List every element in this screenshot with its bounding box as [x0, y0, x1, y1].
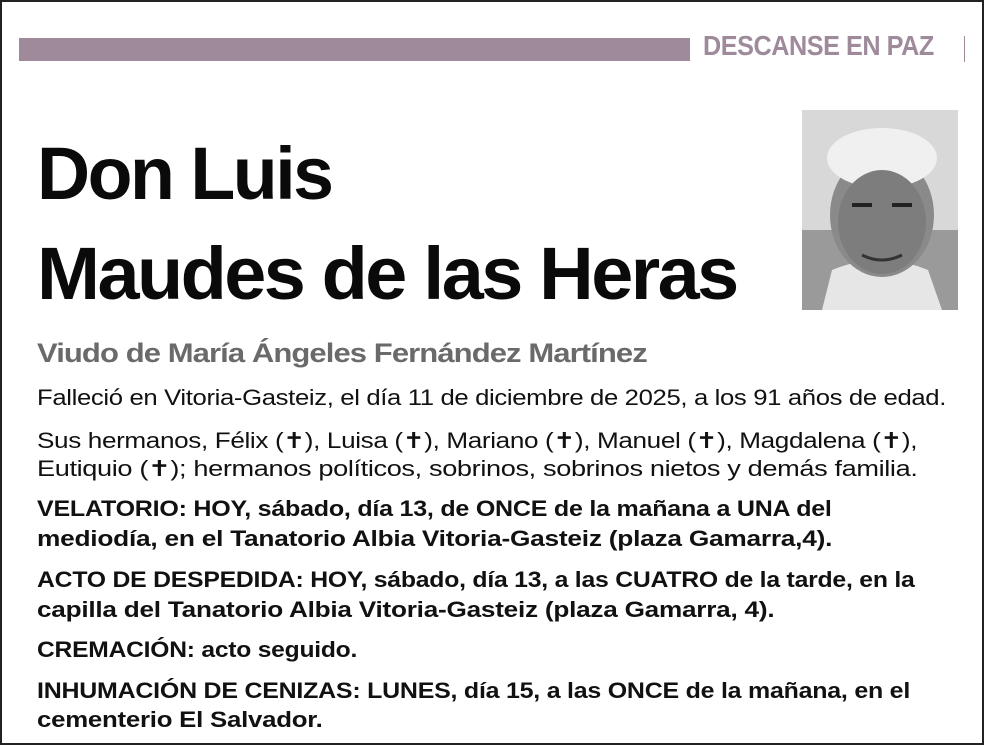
burial-line-2: cementerio El Salvador.	[37, 707, 323, 732]
wake-line-1: VELATORIO: HOY, sábado, día 13, de ONCE de la mañana a UNA del	[37, 496, 832, 521]
name-line-2: Maudes de las Heras	[37, 232, 737, 315]
section-label: DESCANSE EN PAZ	[703, 30, 934, 61]
section-divider	[964, 36, 965, 62]
header-bar	[19, 38, 690, 61]
farewell-line-2: capilla del Tanatorio Albia Vitoria-Gasteiz (plaza Gamarra, 4).	[37, 597, 775, 622]
farewell-line-1: ACTO DE DESPEDIDA: HOY, sábado, día 13, a las CUATRO de la tarde, en la	[37, 567, 915, 592]
family-line-1: Sus hermanos, Félix (✝), Luisa (✝), Mariano (✝), Manuel (✝), Magdalena (✝),	[37, 428, 918, 453]
family-line-2: Eutiquio (✝); hermanos políticos, sobrinos, sobrinos nietos y demás familia.	[37, 456, 918, 481]
cremation: CREMACIÓN: acto seguido.	[37, 637, 358, 662]
subtitle: Viudo de María Ángeles Fernández Martínez	[37, 338, 647, 368]
wake-line-2: mediodía, en el Tanatorio Albia Vitoria-Gasteiz (plaza Gamarra,4).	[37, 526, 833, 551]
name-line-1: Don Luis	[37, 132, 332, 215]
burial-line-1: INHUMACIÓN DE CENIZAS: LUNES, día 15, a las ONCE de la mañana, en el	[37, 678, 911, 703]
portrait-photo	[802, 110, 958, 310]
death-notice: Falleció en Vitoria-Gasteiz, el día 11 de diciembre de 2025, a los 91 años de edad.	[37, 385, 947, 410]
